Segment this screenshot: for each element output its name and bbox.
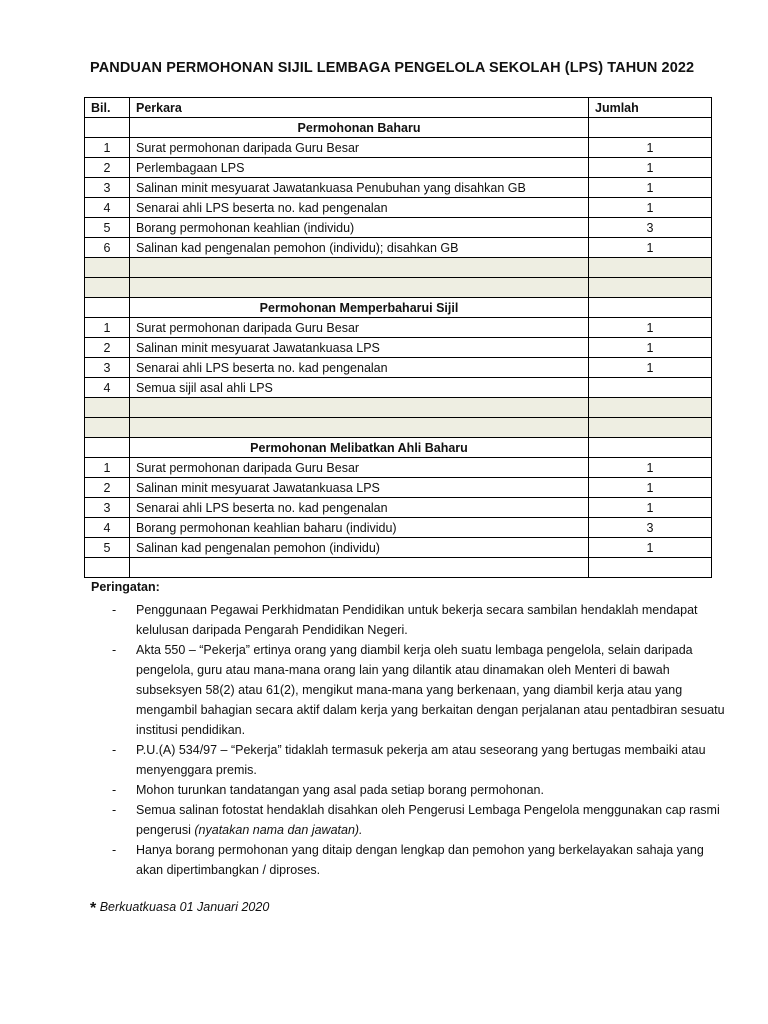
requirements-table: [84, 97, 712, 578]
row-number: 5: [85, 538, 130, 558]
row-item: Salinan kad pengenalan pemohon (individu): [130, 538, 589, 558]
table-row: [85, 198, 712, 218]
row-number: 6: [85, 238, 130, 258]
table-row: [85, 158, 712, 178]
section-title: Permohonan Memperbaharui Sijil: [130, 298, 589, 318]
row-quantity: 3: [589, 218, 712, 238]
spacer-cell: [589, 418, 712, 438]
spacer-row: [85, 418, 712, 438]
note-bullet: -: [112, 603, 117, 617]
row-item: Borang permohonan keahlian baharu (individu): [130, 518, 589, 538]
row-quantity: 1: [589, 498, 712, 518]
table-row: [85, 218, 712, 238]
header-jumlah: Jumlah: [589, 98, 712, 118]
spacer-cell: [130, 398, 589, 418]
note-bullet: -: [112, 643, 117, 657]
spacer-cell: [85, 258, 130, 278]
row-number: 1: [85, 458, 130, 478]
table-row: [85, 378, 712, 398]
row-number: 4: [85, 378, 130, 398]
note-item: [91, 800, 731, 840]
row-item: Salinan minit mesyuarat Jawatankuasa LPS: [130, 478, 589, 498]
row-item: Senarai ahli LPS beserta no. kad pengenalan: [130, 198, 589, 218]
section-title: Permohonan Melibatkan Ahli Baharu: [130, 438, 589, 458]
row-item: Borang permohonan keahlian (individu): [130, 218, 589, 238]
table-row: [85, 138, 712, 158]
note-text: Akta 550 – “Pekerja” ertinya orang yang diambil kerja oleh suatu lembaga pengelola, selain daripada pengelola, guru atau mana-mana orang lain yang dilantik atau dinamakan oleh Menteri di bawah subseksyen 58(2) atau 61(2), mengikut mana-mana yang berkenaan, yang diambil kerja atau yang mengambil bahagian secara aktif dalam kerja yang berkaitan dengan perjalanan atau pentadbiran sesuatu institusi pendidikan.: [136, 643, 725, 737]
note-bullet: -: [112, 743, 117, 757]
table-row: [85, 318, 712, 338]
row-quantity: 1: [589, 158, 712, 178]
note-italic-text: (nyatakan nama dan jawatan).: [194, 823, 363, 837]
row-item: Surat permohonan daripada Guru Besar: [130, 458, 589, 478]
note-bullet: -: [112, 843, 117, 857]
notes-list: [91, 600, 731, 880]
footnote-asterisk: *: [90, 900, 97, 917]
row-number: 4: [85, 198, 130, 218]
row-quantity: 1: [589, 178, 712, 198]
row-quantity: 1: [589, 338, 712, 358]
note-item: [91, 640, 731, 740]
spacer-cell: [130, 418, 589, 438]
spacer-cell: [85, 418, 130, 438]
section-header-row: [85, 438, 712, 458]
row-quantity: 3: [589, 518, 712, 538]
row-number: 4: [85, 518, 130, 538]
note-text: P.U.(A) 534/97 – “Pekerja” tidaklah termasuk pekerja am atau seseorang yang bertugas membaiki atau menyenggara premis.: [136, 743, 706, 777]
row-quantity: 1: [589, 358, 712, 378]
spacer-cell: [589, 278, 712, 298]
section-blank-cell: [589, 118, 712, 138]
row-item: Salinan minit mesyuarat Jawatankuasa LPS: [130, 338, 589, 358]
row-number: 1: [85, 318, 130, 338]
notes-section: [91, 580, 731, 880]
row-quantity: 1: [589, 478, 712, 498]
spacer-cell: [130, 278, 589, 298]
spacer-cell: [130, 258, 589, 278]
section-header-row: [85, 298, 712, 318]
spacer-row: [85, 558, 712, 578]
row-item: Senarai ahli LPS beserta no. kad pengenalan: [130, 358, 589, 378]
note-bullet: -: [112, 803, 117, 817]
note-item: [91, 840, 731, 880]
note-item: [91, 600, 731, 640]
section-title: Permohonan Baharu: [130, 118, 589, 138]
table-row: [85, 238, 712, 258]
row-number: 1: [85, 138, 130, 158]
table-row: [85, 358, 712, 378]
footnote: [90, 900, 269, 918]
note-item: [91, 780, 731, 800]
spacer-row: [85, 278, 712, 298]
spacer-cell: [589, 398, 712, 418]
page-title: PANDUAN PERMOHONAN SIJIL LEMBAGA PENGELOLA SEKOLAH (LPS) TAHUN 2022: [90, 60, 695, 76]
note-text: Mohon turunkan tandatangan yang asal pada setiap borang permohonan.: [136, 783, 544, 797]
table-row: [85, 458, 712, 478]
spacer-row: [85, 258, 712, 278]
spacer-cell: [130, 558, 589, 578]
row-item: Salinan kad pengenalan pemohon (individu); disahkan GB: [130, 238, 589, 258]
row-item: Senarai ahli LPS beserta no. kad pengenalan: [130, 498, 589, 518]
section-blank-cell: [85, 298, 130, 318]
row-number: 2: [85, 158, 130, 178]
row-quantity: 1: [589, 238, 712, 258]
spacer-row: [85, 398, 712, 418]
note-bullet: -: [112, 783, 117, 797]
section-blank-cell: [85, 438, 130, 458]
row-number: 3: [85, 178, 130, 198]
row-number: 3: [85, 358, 130, 378]
row-item: Surat permohonan daripada Guru Besar: [130, 138, 589, 158]
row-item: Surat permohonan daripada Guru Besar: [130, 318, 589, 338]
row-item: Perlembagaan LPS: [130, 158, 589, 178]
section-blank-cell: [589, 298, 712, 318]
spacer-cell: [85, 558, 130, 578]
row-quantity: 1: [589, 318, 712, 338]
table-row: [85, 498, 712, 518]
table-row: [85, 538, 712, 558]
header-bil: Bil.: [85, 98, 130, 118]
table-row: [85, 518, 712, 538]
table-row: [85, 178, 712, 198]
row-item: Semua sijil asal ahli LPS: [130, 378, 589, 398]
notes-heading: Peringatan:: [91, 580, 160, 594]
spacer-cell: [85, 278, 130, 298]
spacer-cell: [85, 398, 130, 418]
row-quantity: 1: [589, 138, 712, 158]
section-blank-cell: [85, 118, 130, 138]
footnote-text: Berkuatkuasa 01 Januari 2020: [99, 900, 270, 914]
row-number: 2: [85, 338, 130, 358]
row-number: 5: [85, 218, 130, 238]
header-perkara: Perkara: [130, 98, 589, 118]
row-quantity: 1: [589, 198, 712, 218]
note-item: [91, 740, 731, 780]
row-quantity: [589, 378, 712, 398]
section-header-row: [85, 118, 712, 138]
spacer-cell: [589, 258, 712, 278]
note-text: Semua salinan fotostat hendaklah disahkan oleh Pengerusi Lembaga Pengelola menggunakan cap rasmi pengerusi: [136, 803, 720, 837]
row-item: Salinan minit mesyuarat Jawatankuasa Penubuhan yang disahkan GB: [130, 178, 589, 198]
section-blank-cell: [589, 438, 712, 458]
table-body: [85, 118, 712, 578]
note-text: Hanya borang permohonan yang ditaip dengan lengkap dan pemohon yang berkelayakan sahaja yang akan dipertimbangkan / diproses.: [136, 843, 704, 877]
row-number: 3: [85, 498, 130, 518]
row-quantity: 1: [589, 538, 712, 558]
spacer-cell: [589, 558, 712, 578]
table-header-row: [85, 98, 712, 118]
row-quantity: 1: [589, 458, 712, 478]
note-text: Penggunaan Pegawai Perkhidmatan Pendidikan untuk bekerja secara sambilan hendaklah mendapat kelulusan daripada Pengarah Pendidikan Negeri.: [136, 603, 698, 637]
row-number: 2: [85, 478, 130, 498]
table-row: [85, 338, 712, 358]
table-row: [85, 478, 712, 498]
